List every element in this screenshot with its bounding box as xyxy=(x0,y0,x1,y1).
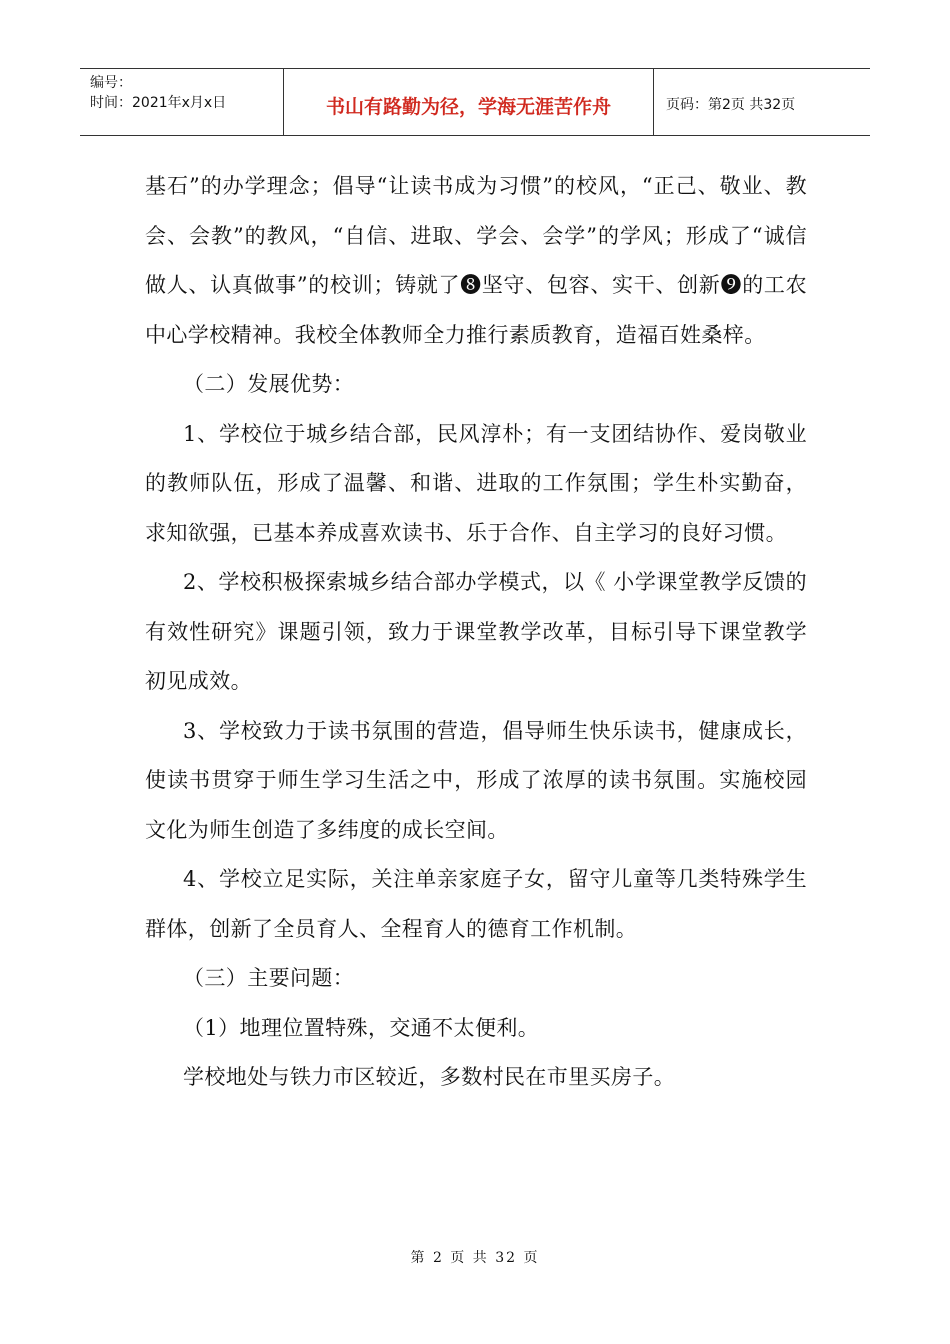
paragraph-problem-1: （1）地理位置特殊，交通不太便利。 xyxy=(183,1015,540,1040)
paragraph-advantage-2: 2、学校积极探索城乡结合部办学模式，以《 小学课堂教学反馈的有效性研究》课题引领，致力于课堂教学改革，目标引导下课堂教学初见成效。 xyxy=(145,570,807,693)
document-body xyxy=(145,162,807,1103)
paragraph-problem-1-detail: 学校地处与铁力市区较近，多数村民在市里买房子。 xyxy=(183,1065,676,1089)
header-meta xyxy=(80,69,284,135)
section-heading-problems: （三）主要问题： xyxy=(183,966,355,990)
document-date: 时间：2021年x月x日 xyxy=(90,95,227,111)
document-number-label: 编号： xyxy=(90,75,132,91)
section-heading-advantages: （二）发展优势： xyxy=(183,372,355,396)
page-footer: 第 2 页 共 32 页 xyxy=(410,1250,540,1266)
paragraph-advantage-1: 1、学校位于城乡结合部，民风淳朴；有一支团结协作、爱岗敬业的教师队伍，形成了温馨、和谐、进取的工作氛围；学生朴实勤奋，求知欲强，已基本养成喜欢读书、乐于合作、自主学习的良好习惯。 xyxy=(145,421,807,545)
paragraph-continued: 基石”的办学理念；倡导“让读书成为习惯”的校风，“正己、敬业、教会、会教”的教风，“自信、进取、学会、会学”的学风；形成了“诚信做人、认真做事”的校训；铸就了❽坚守、包容、实干、创新❾的工农中心学校精神。我校全体教师全力推行素质教育，造福百姓桑梓。 xyxy=(145,174,807,347)
paragraph-advantage-4: 4、学校立足实际，关注单亲家庭子女，留守儿童等几类特殊学生群体，创新了全员育人、全程育人的德育工作机制。 xyxy=(145,867,807,941)
paragraph-advantage-3: 3、学校致力于读书氛围的营造，倡导师生快乐读书，健康成长，使读书贯穿于师生学习生活之中，形成了浓厚的读书氛围。实施校园文化为师生创造了多纬度的成长空间。 xyxy=(145,718,807,842)
page-header xyxy=(80,68,870,136)
header-page-info: 页码：第2页 共32页 xyxy=(666,97,796,113)
header-motto: 书山有路勤为径，学海无涯苦作舟 xyxy=(284,69,654,135)
